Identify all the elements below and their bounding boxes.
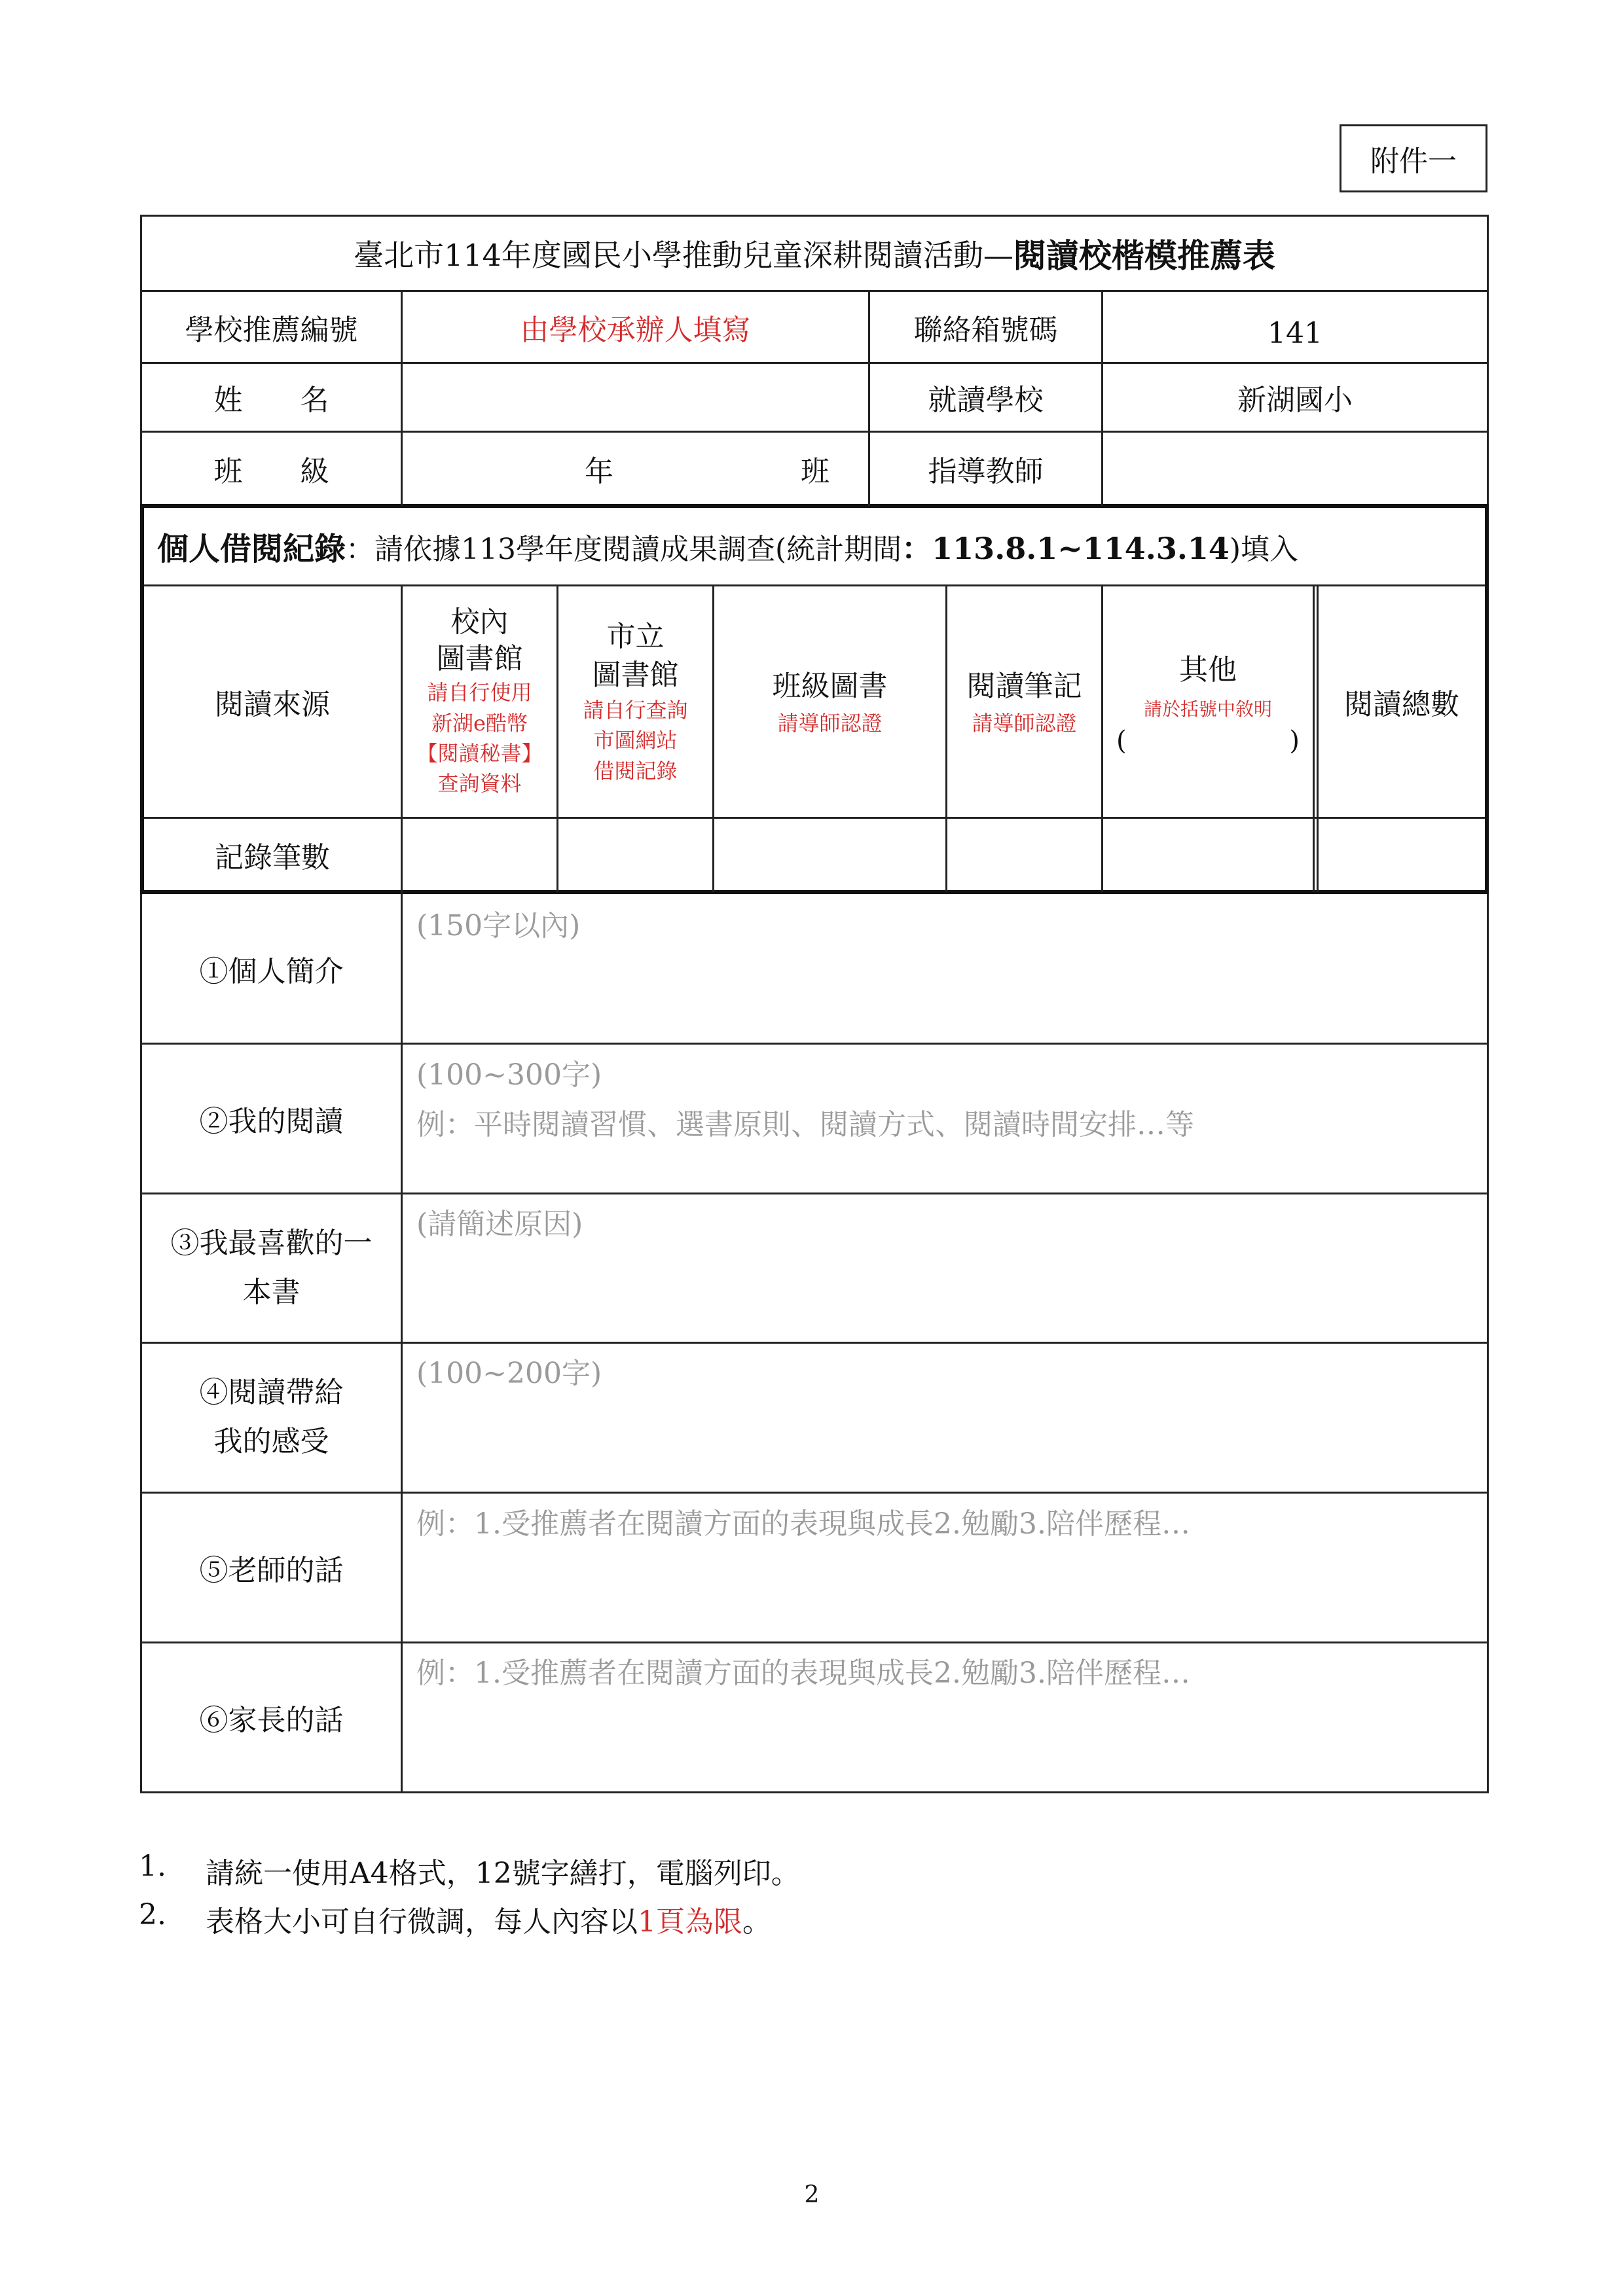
other-label: 其他 — [1179, 653, 1237, 687]
city-library-header — [558, 586, 712, 817]
class-books-header — [714, 586, 945, 817]
school-library-line1: 校內 — [450, 605, 509, 639]
note-2-number: 2. — [139, 1898, 166, 1931]
section-parent-words-label: ⑥家長的話 — [199, 1704, 344, 1737]
count-school-library[interactable] — [403, 819, 556, 890]
school-library-line2: 圖書館 — [436, 642, 523, 676]
other-paren[interactable] — [1116, 726, 1300, 756]
count-total[interactable] — [1319, 819, 1485, 890]
borrow-record-prefix: ：請依據113學年度閱讀成果調查(統計期間 — [346, 532, 902, 566]
count-reading-notes[interactable] — [947, 819, 1101, 890]
city-library-note2: 市圖網站 — [593, 728, 678, 753]
section-intro-label: ①個人簡介 — [199, 954, 344, 988]
reading-notes-header — [947, 586, 1101, 817]
note-2-text-b: 。 — [742, 1905, 771, 1939]
school-library-note3: 【閱讀秘書】 — [416, 741, 543, 766]
borrow-record-period: ：113.8.1~114.3.14 — [902, 530, 1230, 566]
teacher-value[interactable] — [1103, 433, 1487, 504]
attachment-label: 附件一 — [1340, 124, 1487, 192]
count-class-books[interactable] — [714, 819, 945, 890]
other-paren-open: ( — [1116, 726, 1127, 757]
section-feelings-label-line1: ④閱讀帶給 — [199, 1376, 344, 1410]
city-library-note1: 請自行查詢 — [583, 697, 688, 723]
section-favorite-book-label — [142, 1194, 401, 1342]
note-2-text — [206, 1898, 771, 1940]
record-count-label: 記錄筆數 — [215, 840, 330, 874]
note-1-text: 請統一使用A4格式，12號字繕打，電腦列印。 — [206, 1857, 800, 1890]
reading-notes-label: 閱讀筆記 — [966, 669, 1082, 703]
other-paren-close: ) — [1289, 726, 1300, 757]
class-year-label: 年 — [585, 454, 613, 488]
borrow-record-suffix: )填入 — [1229, 532, 1299, 566]
city-library-note3: 借閱記錄 — [593, 758, 678, 783]
name-value[interactable] — [403, 364, 868, 431]
school-library-note2: 新湖e酷幣 — [431, 710, 528, 736]
school-rec-no-label: 學校推薦編號 — [185, 313, 358, 347]
name-label: 姓 名 — [213, 384, 329, 417]
class-class-label: 班 — [801, 454, 830, 488]
form-title-bold: 閱讀校楷模推薦表 — [1013, 236, 1275, 275]
class-books-note: 請導師認證 — [777, 710, 883, 736]
mailbox-label: 聯絡箱號碼 — [913, 313, 1058, 347]
reading-total-header: 閱讀總數 — [1344, 688, 1459, 721]
school-library-note4: 查詢資料 — [437, 771, 522, 797]
borrow-record-header — [157, 508, 1298, 584]
school-library-note1: 請自行使用 — [427, 680, 532, 706]
form-title — [142, 217, 1487, 290]
teacher-label: 指導教師 — [928, 454, 1044, 488]
section-my-reading-hint1: (100~300字) — [416, 1058, 602, 1092]
section-favorite-book-label-line2: 本書 — [242, 1275, 301, 1309]
class-label: 班 級 — [213, 454, 329, 488]
city-library-line2: 圖書館 — [592, 658, 679, 692]
section-favorite-book-label-line1: ③我最喜歡的一 — [170, 1226, 373, 1260]
city-library-line1: 市立 — [606, 620, 665, 654]
school-value[interactable]: 新湖國小 — [1237, 384, 1353, 417]
section-my-reading-label: ②我的閱讀 — [199, 1105, 344, 1138]
count-other[interactable] — [1103, 819, 1313, 890]
page-number: 2 — [804, 2181, 820, 2208]
reading-notes-note: 請導師認證 — [972, 710, 1077, 736]
borrow-record-bold: 個人借閱紀錄 — [157, 531, 346, 567]
class-books-label: 班級圖書 — [772, 669, 888, 703]
other-note: 請於括號中敘明 — [1143, 698, 1272, 720]
section-feelings-label — [142, 1344, 401, 1492]
other-header — [1103, 586, 1313, 817]
note-2-text-a: 表格大小可自行微調，每人內容以 — [206, 1905, 638, 1939]
mailbox-value[interactable]: 141 — [1267, 317, 1322, 350]
school-rec-no-value: 由學校承辦人填寫 — [520, 313, 751, 347]
section-teacher-words-hint: 例：1.受推薦者在閱讀方面的表現與成長2.勉勵3.陪伴歷程… — [416, 1507, 1190, 1541]
section-teacher-words-label: ⑤老師的話 — [199, 1554, 344, 1587]
section-parent-words-hint: 例：1.受推薦者在閱讀方面的表現與成長2.勉勵3.陪伴歷程… — [416, 1657, 1190, 1690]
section-feelings-hint: (100~200字) — [416, 1357, 602, 1390]
section-intro-hint: (150字以內) — [416, 909, 581, 942]
reading-source-label: 閱讀來源 — [215, 688, 330, 721]
form-title-prefix: 臺北市114年度國民小學推動兒童深耕閱讀活動— — [354, 238, 1013, 273]
school-library-header — [403, 586, 556, 817]
note-1-number: 1. — [139, 1850, 166, 1883]
section-favorite-book-hint: (請簡述原因) — [416, 1208, 583, 1241]
note-2-text-red: 1頁為限 — [638, 1905, 742, 1939]
count-city-library[interactable] — [558, 819, 712, 890]
section-my-reading-hint2: 例：平時閱讀習慣、選書原則、閱讀方式、閱讀時間安排…等 — [416, 1108, 1194, 1141]
section-feelings-label-line2: 我的感受 — [213, 1425, 329, 1458]
school-label: 就讀學校 — [928, 384, 1044, 417]
